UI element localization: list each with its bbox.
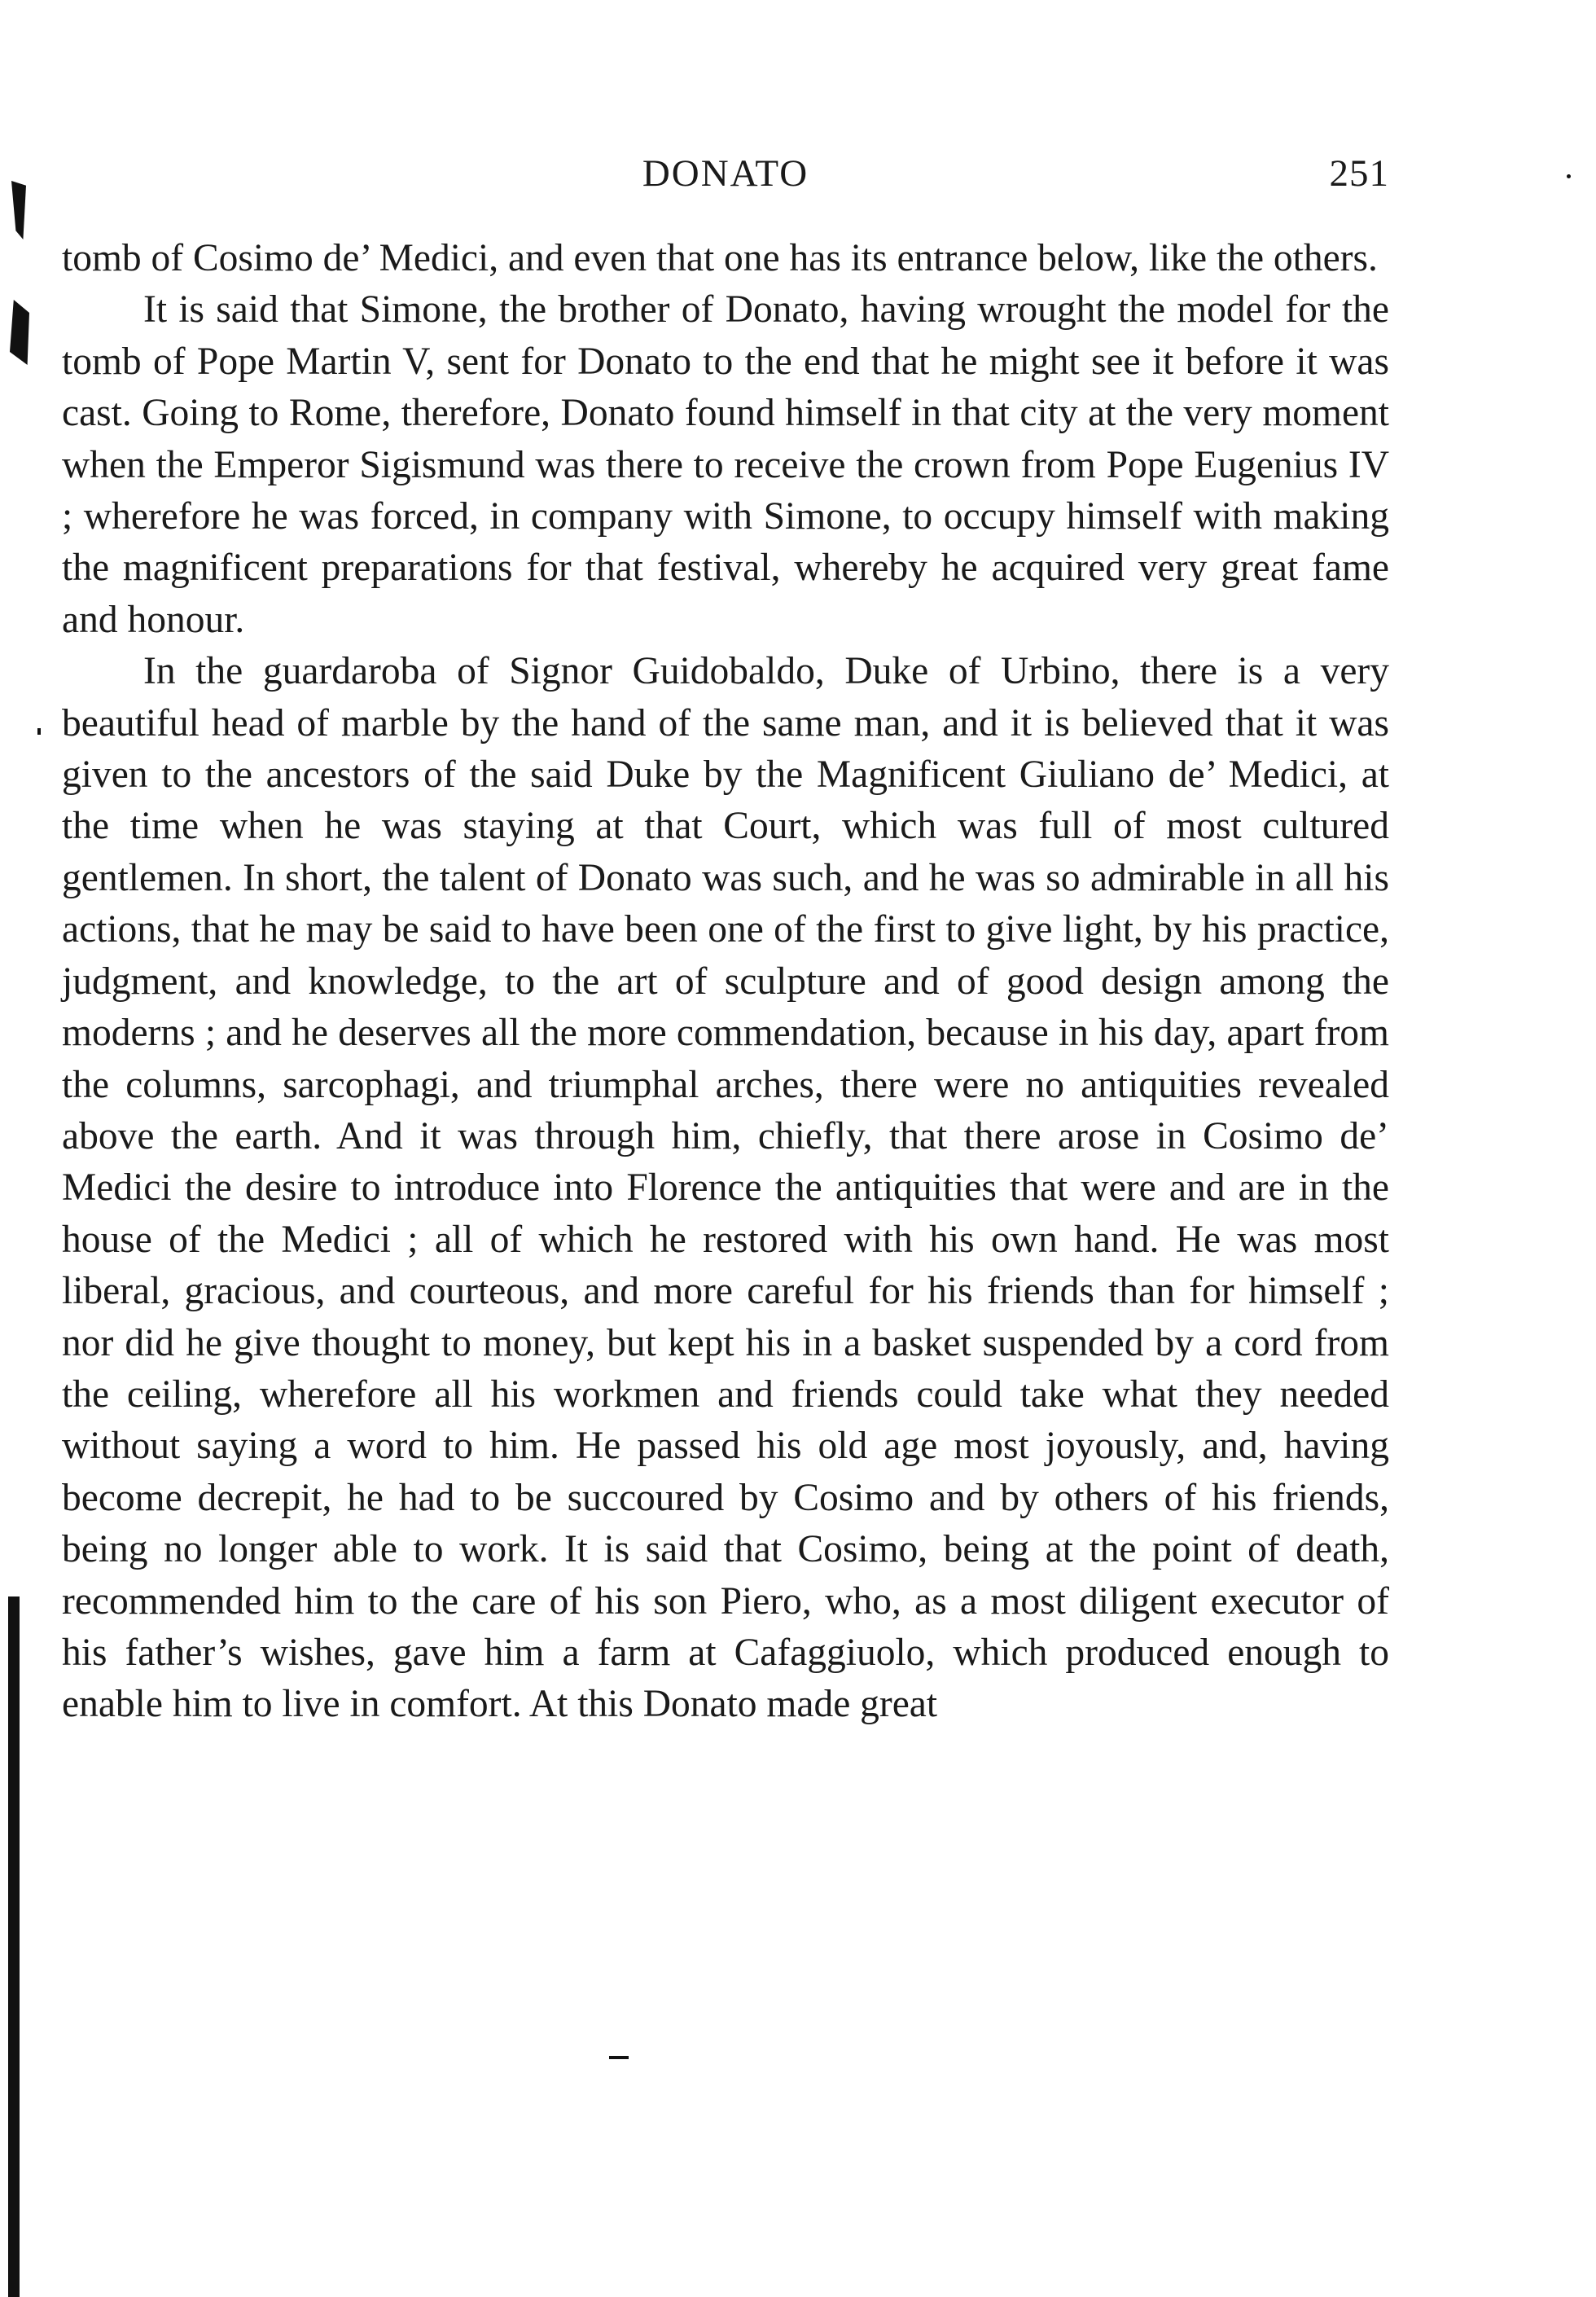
paragraph-simone: It is said that Simone, the brother of Donato, having wrought the model for the tomb of Pope Martin V, sent for Donato to the end that he might see it before it was cast. Going to Rome, therefore, Donato found himself in that city at the very moment when the Emperor Sigismund was there to receive the crown from Pope Eugenius IV ; wherefore he was forced, in company with Simone, to occupy himself with making the magnificent preparations for that festival, whereby he acquired very great fame and honour.	[62, 288, 1389, 641]
scan-binding-edge	[8, 1596, 20, 2297]
scan-speck	[1567, 174, 1571, 178]
page-number: 251	[1329, 152, 1389, 195]
body-text	[62, 233, 1389, 1731]
scan-edge-mark	[11, 181, 26, 239]
scan-speck	[37, 728, 41, 735]
paragraph-continued: tomb of Cosimo de’ Medici, and even that one has its entrance below, like the others.	[62, 237, 1378, 279]
scan-edge-mark	[10, 300, 29, 365]
scan-dash-mark	[609, 2056, 629, 2059]
running-title: DONATO	[642, 152, 809, 195]
paragraph-guardaroba: In the guardaroba of Signor Guidobaldo, Duke of Urbino, there is a very beautiful head of marble by the hand of the same man, and it is believed that it was given to the ancestors of the said Duke by the Magnificent Giuliano de’ Medici, at the time when he was staying at that Court, which was full of most cultured gentlemen. In short, the talent of Donato was such, and he was so admirable in all his actions, that he may be said to have been one of the first to give light, by his practice, judgment, and knowledge, to the art of sculpture and of good design among the moderns ; and he deserves all the more commendation, because in his day, apart from the columns, sarcophagi, and triumphal arches, there were no antiquities revealed above the earth. And it was through him, chiefly, that there arose in Cosimo de’ Medici the desire to introduce into Florence the antiquities that were and are in the house of the Medici ; all of which he restored with his own hand. He was most liberal, gracious, and courteous, and more careful for his friends than for himself ; nor did he give thought to money, but kept his in a basket suspended by a cord from the ceiling, wherefore all his workmen and friends could take what they needed without saying a word to him. He passed his old age most joyously, and, having become decrepit, he had to be succoured by Cosimo and by others of his friends, being no longer able to work. It is said that Cosimo, being at the point of death, recommended him to the care of his son Piero, who, as a most diligent executor of his father’s wishes, gave him a farm at Cafaggiuolo, which produced enough to enable him to live in comfort. At this Donato made great	[62, 650, 1389, 1726]
page-header	[62, 152, 1389, 200]
